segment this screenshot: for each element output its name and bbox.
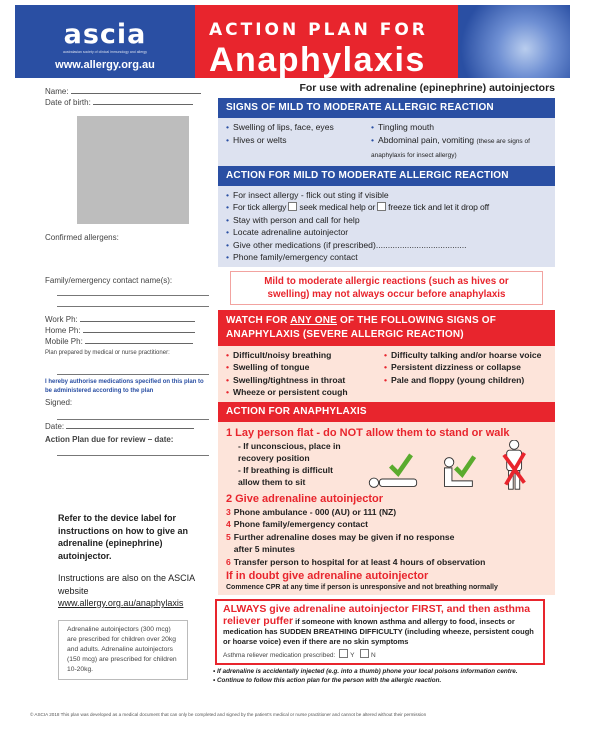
step-2: Give adrenaline autoinjector	[235, 492, 384, 505]
page-title: Anaphylaxis	[209, 41, 426, 78]
right-column	[213, 98, 555, 685]
list-item: • Difficult/noisy breathing	[226, 349, 384, 362]
anaphylaxis-link[interactable]: www.allergy.org.au/anaphylaxis	[58, 598, 184, 608]
list-item: • Persistent dizziness or collapse	[384, 361, 547, 374]
asthma-text: if someone with known asthma and allergy to food, insects or medication has SUDDEN BREATHING DIFFICULTY (including wheeze, persistent cough or hoarse voice) even if there are no skin symptoms	[223, 617, 534, 646]
home-label: Home Ph:	[45, 326, 81, 335]
list-item: • Swelling/tightness in throat	[226, 374, 384, 387]
list-item: • Locate adrenaline autoinjector	[226, 226, 547, 239]
mild-action-header: ACTION FOR MILD TO MODERATE ALLERGIC REACTION	[218, 166, 555, 186]
list-item: • Pale and floppy (young children)	[384, 374, 547, 387]
step-6: Transfer person to hospital for at least 4 hours of observation	[233, 556, 486, 567]
seek-help-checkbox[interactable]	[288, 202, 297, 211]
mild-signs-header: SIGNS OF MILD TO MODERATE ALLERGIC REACTION	[218, 98, 555, 118]
mild-action-body	[218, 186, 555, 267]
check-icon	[391, 454, 411, 473]
mobile-label: Mobile Ph:	[45, 337, 83, 346]
signature-line[interactable]	[57, 419, 209, 420]
cpr-note: Commence CPR at any time if person is unresponsive and not breathing normally	[226, 584, 498, 591]
signed-label: Signed:	[45, 398, 73, 407]
lying-person-icon	[369, 478, 416, 487]
recovery-position-note: - If unconscious, place in recovery position	[238, 440, 341, 463]
step-3: Phone ambulance - 000 (AU) or 111 (NZ)	[233, 506, 397, 517]
list-item: • Swelling of tongue	[226, 361, 384, 374]
prepared-line[interactable]	[57, 374, 209, 375]
asthma-no-checkbox[interactable]	[360, 649, 369, 658]
contact-line-2[interactable]	[57, 306, 209, 307]
sit-note: - If breathing is difficult allow them to sit	[238, 464, 334, 487]
review-line[interactable]	[57, 455, 209, 456]
warning-box: Mild to moderate allergic reactions (such as hives or swelling) may not always occur before anaphylaxis	[230, 271, 543, 305]
note-item: • Continue to follow this action plan for the person with the allergic reaction.	[213, 677, 442, 684]
dob-label: Date of birth:	[45, 98, 91, 107]
list-item: • Give other medications (if prescribed)......................................	[226, 239, 547, 252]
list-item: • Stay with person and call for help	[226, 214, 547, 227]
ascia-logo: ascia	[63, 19, 147, 50]
contact-line-1[interactable]	[57, 295, 209, 296]
anaphylaxis-action-header: ACTION FOR ANAPHYLAXIS	[218, 402, 555, 422]
severe-signs-header: WATCH FOR ANY ONE OF THE FOLLOWING SIGNS OF ANAPHYLAXIS (SEVERE ALLERGIC REACTION)	[218, 310, 555, 346]
header-image	[458, 5, 570, 78]
photo-placeholder	[77, 116, 189, 224]
review-label: Action Plan due for review – date:	[45, 435, 174, 444]
list-item: • Swelling of lips, face, eyes	[226, 121, 371, 134]
mobile-phone-field[interactable]	[45, 337, 210, 346]
asthma-yes-checkbox[interactable]	[339, 649, 348, 658]
asthma-box	[215, 599, 545, 665]
ascia-logo-panel	[15, 5, 195, 78]
authorise-text: I hereby authorise medications specified on this plan to be administered according to the plan	[45, 379, 204, 394]
allergens-label: Confirmed allergens:	[45, 233, 119, 242]
mild-signs-body	[218, 118, 555, 166]
list-item: • Tingling mouth	[371, 121, 546, 134]
dose-note-box: Adrenaline autoinjectors (300 mcg) are prescribed for children over 20kg and adults. Adrenaline autoinjectors (150 mcg) are prescribed for children 10-20kg.	[58, 620, 188, 680]
home-phone-field[interactable]	[45, 326, 210, 335]
date-field[interactable]	[45, 422, 210, 431]
contact-label: Family/emergency contact name(s):	[45, 276, 173, 285]
list-item: • Wheeze or persistent cough	[226, 386, 384, 399]
asthma-prescribed-label: Asthma reliever medication prescribed:	[223, 652, 336, 659]
list-item: • Phone family/emergency contact	[226, 251, 547, 264]
name-label: Name:	[45, 87, 69, 96]
if-in-doubt: If in doubt give adrenaline autoinjector	[226, 570, 429, 582]
severe-signs-body	[218, 346, 555, 402]
logo-subtitle: australasian society of clinical immunology and allergy	[62, 50, 148, 54]
step-1: Lay person flat - do NOT allow them to stand or walk	[235, 426, 510, 439]
asthma-headline: ALWAYS give adrenaline autoinjector FIRST, and then asthma reliever puffer	[223, 603, 531, 627]
step-5: Further adrenaline doses may be given if no response after 5 minutes	[233, 531, 455, 554]
yes-label: Y	[350, 652, 355, 659]
device-label-instructions: Refer to the device label for instructions on how to give an adrenaline (epinephrine) autoinjector.	[58, 513, 189, 561]
title-line1: ACTION PLAN FOR	[209, 20, 428, 40]
list-item: • For tick allergy seek medical help or freeze tick and let it drop off	[226, 201, 547, 214]
step-4: Phone family/emergency contact	[233, 519, 368, 529]
position-illustrations	[356, 440, 546, 492]
work-phone-field[interactable]	[45, 315, 210, 324]
list-item: • Difficulty talking and/or hoarse voice	[384, 349, 547, 362]
insect-note: (these are signs of anaphylaxis for insect allergy)	[371, 137, 530, 159]
anaphylaxis-action-body: 1 Lay person flat - do NOT allow them to stand or walk - If unconscious, place in recovery position - If breathing is difficult allow them to sit 2 Give adrenaline autoinjector 3 Phone ambulance - 000 (AU) or 111 (NZ) 4 Phone family/emergency contact 5 Further adrenaline doses may be given if no response after 5 minutes 6 Transfer person to hospital for at least 4 hours of observation If in doubt give adrenaline autoinjector Commence CPR at any time if person is unresponsive and not breathing normally	[218, 422, 555, 596]
prepared-label: Plan prepared by medical or nurse practitioner:	[45, 350, 170, 356]
website-link[interactable]: www.allergy.org.au	[55, 59, 155, 71]
title-panel	[195, 5, 458, 78]
check-icon	[456, 456, 475, 474]
website-instructions: Instructions are also on the ASCIA website	[58, 573, 195, 596]
list-item: • For insect allergy - flick out sting if visible	[226, 189, 547, 202]
subtitle: For use with adrenaline (epinephrine) autoinjectors	[299, 82, 555, 94]
name-field[interactable]	[45, 87, 210, 96]
footer: © ASCIA 2018 This plan was developed as a medical document that can only be completed and signed by the patient's medical or nurse practitioner and cannot be altered without their permission	[30, 712, 427, 717]
work-label: Work Ph:	[45, 315, 78, 324]
list-item: • Abdominal pain, vomiting (these are signs of anaphylaxis for insect allergy)	[371, 134, 546, 163]
device-info	[58, 512, 210, 680]
no-label: N	[371, 652, 376, 659]
note-item: • If adrenaline is accidentally injected (e.g. into a thumb) phone your local poisons information centre.	[213, 668, 518, 675]
dob-field[interactable]	[45, 98, 210, 107]
notes	[213, 667, 555, 685]
date-label: Date:	[45, 422, 65, 431]
list-item: • Hives or welts	[226, 134, 371, 147]
freeze-tick-checkbox[interactable]	[377, 202, 386, 211]
